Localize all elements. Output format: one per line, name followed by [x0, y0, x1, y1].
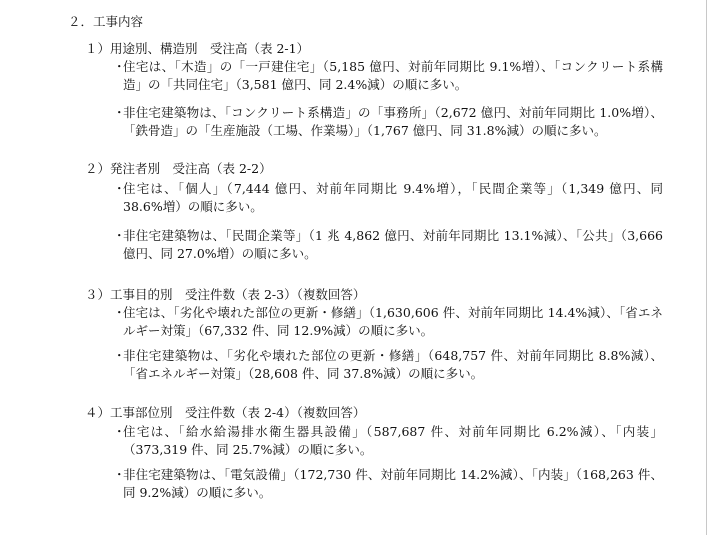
bullet-mark: ・	[113, 228, 126, 243]
bullet-mark: ・	[113, 105, 126, 120]
bullet-text: 非住宅建築物は、「民間企業等」（1 兆 4,862 億円、対前年同期比 13.1%減）、「公共」（3,666 億円、同 27.0%増）の順に多い。	[123, 228, 663, 261]
bullet-text: 住宅は、「劣化や壊れた部位の更新・修繕」（1,630,606 件、対前年同期比 14.4%減）、「省エネルギー対策」（67,332 件、同 12.9%減）の順に多い。	[123, 305, 663, 338]
bullet-mark: ・	[113, 59, 126, 74]
section-heading: ２）発注者別 受注高（表 2-2）	[85, 161, 272, 176]
section-heading: １）用途別、構造別 受注高（表 2-1）	[85, 41, 310, 56]
bullet-mark: ・	[113, 424, 126, 439]
main-heading: ２．工事内容	[68, 14, 144, 29]
bullet-mark: ・	[113, 181, 126, 196]
bullet-text: 住宅は、「個人」（7,444 億円、対前年同期比 9.4%増），「民間企業等」（1,349 億円、同 38.6%増）の順に多い。	[123, 181, 663, 214]
bullet-text: 非住宅建築物は、「コンクリート系構造」の「事務所」（2,672 億円、対前年同期比 1.0%増）、「鉄骨造」の「生産施設（工場、作業場）」（1,767 億円、同 31.8%減）の順に多い。	[123, 105, 663, 138]
bullet-mark: ・	[113, 467, 126, 482]
bullet-mark: ・	[113, 348, 126, 363]
bullet-text: 住宅は、「給水給湯排水衛生器具設備」（587,687 件、対前年同期比 6.2%減）、「内装」（373,319 件、同 25.7%減）の順に多い。	[123, 424, 663, 457]
bullet-text: 非住宅建築物は、「電気設備」（172,730 件、対前年同期比 14.2%減）、「内装」（168,263 件、同 9.2%減）の順に多い。	[123, 467, 663, 500]
page-edge-line	[706, 0, 707, 535]
section-heading: ４）工事部位別 受注件数（表 2-4）（複数回答）	[85, 405, 366, 420]
bullet-mark: ・	[113, 305, 126, 320]
bullet-text: 非住宅建築物は、「劣化や壊れた部位の更新・修繕」（648,757 件、対前年同期比 8.8%減）、「省エネルギー対策」（28,608 件、同 37.8%減）の順に多い。	[123, 348, 663, 381]
section-heading: ３）工事目的別 受注件数（表 2-3）（複数回答）	[85, 287, 366, 302]
bullet-text: 住宅は、「木造」の「一戸建住宅」（5,185 億円、対前年同期比 9.1%増）、「コンクリート系構造」の「共同住宅」（3,581 億円、同 2.4%減）の順に多い。	[123, 59, 663, 92]
